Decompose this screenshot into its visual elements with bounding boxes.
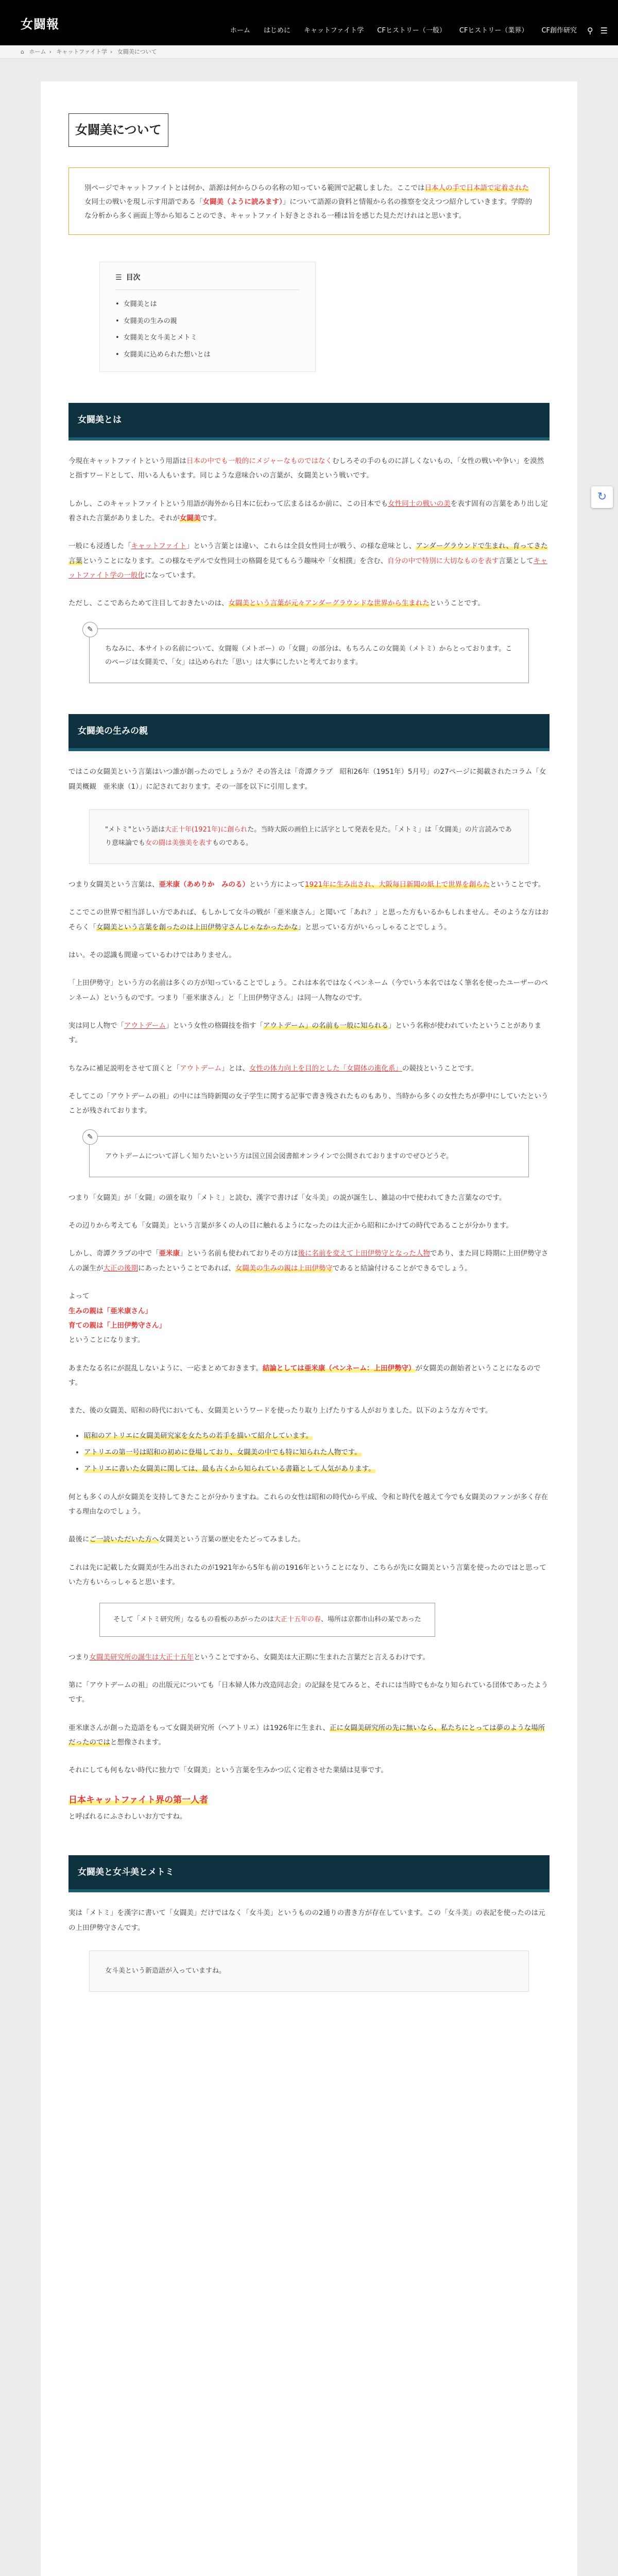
breadcrumb-current: 女闘美について [117, 48, 157, 55]
section-heading: 女闘美とは [68, 403, 550, 440]
site-header [0, 0, 618, 45]
nav-item-intro[interactable]: はじめに [263, 27, 290, 35]
paragraph: 「上田伊勢守」という方の名前は多くの方が知っていることでしょう。これは本名ではなくペンネーム（今でいう本名ではなく筆名を使ったユーザーのペンネーム）というものです。つまり「亜米康さん」と「上田伊勢守さん」は同一人物なのです。 [68, 979, 548, 1002]
paragraph: つまり女闘美研究所の誕生は大正十五年ということですから、女闘美は大正期に生まれた言葉だと言えるわけです。 [68, 1653, 430, 1662]
pencil-icon: ✎ [82, 622, 98, 637]
nav-item-catfight-studies[interactable]: キャットファイト学 [303, 27, 364, 35]
pencil-icon: ✎ [82, 1129, 98, 1145]
nav-item-home[interactable]: ホーム [230, 27, 250, 35]
home-icon: ⌂ [21, 48, 24, 55]
toc-item[interactable]: • 女闘美の生みの親 [115, 313, 300, 330]
intro-text: 」について語源の資料と情報から名の推察を交えつつ紹介していきます。学際的な分析から多く画面上等から知ることのでき、キャットファイト好きとされる一種は旨を感じた見ただけれはと思います。 [84, 198, 533, 221]
paragraph: それにしても何もない時代に独力で「女闘美」という言葉を生みかつ広く定着させた業績は見事です。 [68, 1766, 388, 1775]
paragraph: はい。その認識も間違っているわけではありません。 [68, 951, 236, 960]
paragraph: 何とも多くの人が女闘美を支持してきたことが分かりますね。これらの女性は昭和の時代から平成、令和と時代を越えて今でも女闘美のファンが多く存在する理由なのでしょう。 [68, 1493, 548, 1516]
paragraph: ここでこの世界で相当詳しい方であれば、もしかして女斗の戦が「亜米康さん」と聞いて「あれ？」と思った方もいるかもしれません。そのような方はおそらく「女闘美という言葉を創ったのは上田伊勢守さんじゃなかったかな」と思っている方がいらっしゃることでしょう。 [68, 908, 549, 931]
paragraph: しかし、奇譚クラブの中で「亜米康」という名前も使われておりその方は後に名前を変えて上田伊勢守となった人物であり、また同じ時期に上田伊勢守さんの誕生が大正の後期にあったということであれば、女闘美の生みの親は上田伊勢守であると結論付けることができるでしょう。 [68, 1249, 548, 1273]
note-box [87, 625, 529, 683]
toc-title: 目次 [126, 274, 141, 282]
search-icon[interactable]: ⚲ [587, 26, 593, 36]
section-heading: 女闘美の生みの親 [68, 714, 550, 752]
paragraph: そしてこの「アウトデームの祖」の中には当時新聞の女子学生に関する記事で書き残されたものもあり、当時から多くの女性たちが夢中にしていたということが残されております。 [68, 1092, 548, 1115]
note-box [87, 1132, 529, 1177]
note-text: アウトデームについて詳しく知りたいという方は国立国会図書館オンラインで公開されておりますのでぜひどうぞ。 [105, 1152, 453, 1160]
paragraph: これは先に記載した女闘美が生み出されたのが1921年から5年も前の1916年ということになり、こちらが先に女闘美という言葉を使ったのではと思っていた方もいらっしゃると思います。 [68, 1563, 546, 1586]
toc-item[interactable]: • 女闘美と女斗美とメトミ [115, 330, 300, 347]
paragraph: 亜米康さんが創った造語をもって女闘美研究所（ヘアトリエ）は1926年に生まれ、正に女闘美研究所の先に無いなら、私たちにとっては夢のような場所だったのではと想像されます。 [68, 1723, 545, 1747]
list-item: • アトリエの第一号は昭和の初めに登場しており、女闘美の中でも特に知られた人物です。 [84, 1445, 550, 1460]
page-title: 女闘美について [68, 113, 168, 147]
toc-item[interactable]: • 女闘美とは [115, 296, 300, 313]
nav-item-history-general[interactable]: CFヒストリー（一般） [377, 27, 446, 35]
section-what-is [68, 403, 550, 683]
menu-icon[interactable]: ☰ [600, 26, 608, 36]
intro-box [68, 167, 550, 235]
paragraph: ただし、ここであらためて注目しておきたいのは、女闘美という言葉が元々アンダーグラウンドな世界から生まれたということです。 [68, 599, 485, 608]
list-item: 女斗美という新造語が入っていますね。 [105, 1967, 226, 1975]
paragraph: ちなみに補足説明をさせて頂くと「アウトデーム」とは、女性の体力向上を目的とした「女闘体の進化系」の競技ということです。 [68, 1064, 478, 1073]
intro-term: 女闘美（ように読みます） [202, 198, 283, 207]
summary: よって 生みの親は「亜米康さん」 育ての親は「上田伊勢守さん」 ということになります。 [68, 1292, 166, 1345]
paragraph: その辺りから考えても「女闘美」という言葉が多くの人の目に触れるようになったのは大正から昭和にかけての時代であることが分かります。 [68, 1222, 513, 1230]
breadcrumb-category[interactable]: キャットファイト学 [56, 48, 107, 55]
paragraph: 実は「メトミ」を漢字に書いて「女闘美」だけではなく「女斗美」というものの2通りの書き方が存在しています。この「女斗美」の表記を使ったのは元の上田伊勢守さんです。 [68, 1909, 545, 1932]
nav-item-creative[interactable]: CF創作研究 [541, 27, 577, 35]
paragraph: あまたなる名にが混乱しないように、一応まとめておきます。結論としては亜米康（ペンネーム：上田伊勢守）が女闘美の創始者ということになるのです。 [68, 1364, 541, 1387]
article [41, 81, 577, 2576]
paragraph: ではこの女闘美という言葉はいつ誰が創ったのでしょうか？その答えは「奇譚クラブ 昭和26年（1951年）5月号」の27ページに掲載されたコラム「女闘美概観 亜米康（1）」に記されております。その一部を以下に引用します。 [68, 768, 546, 791]
list-icon: ☰ [115, 274, 122, 282]
recaptcha-icon[interactable]: ↻ [591, 486, 613, 508]
intro-text: 女同士の戦いを現し示す用語である「 [84, 198, 203, 207]
list-item: • 昭和のアトリエに女闘美研究家を女たちの若手を描いて紹介しています。 [84, 1429, 550, 1443]
site-logo[interactable]: 女闘報 [21, 17, 59, 31]
paragraph: つまり「女闘美」が「女闘」の頭を取り「メトミ」と読む、漢字で書けば「女斗美」の説が誕生し、雑誌の中で使われてきた言葉なのです。 [68, 1193, 506, 1202]
breadcrumb: ⌂ ホーム › キャットファイト学 › 女闘美について [21, 48, 157, 55]
paragraph: 日本キャットファイト界の第一人者 と呼ばれるにふさわしいお方ですね。 [68, 1794, 209, 1821]
paragraph: 第に「アウトデームの祖」の出版元についても「日本婦人体力改造同志会」の記録を見てみると、それには当時でもかなり知られている団体であったようです。 [68, 1681, 548, 1704]
recap-box: そして「メトミ研究所」なるもの看板のあがったのは大正十五年の春、場所は京都市山科の某であった [99, 1603, 435, 1636]
section-heading: 女闘美と女斗美とメトミ [68, 1855, 550, 1893]
paragraph: また、後の女闘美、昭和の時代においても、女闘美というワードを使ったり取り上げたりする人がおりました。以下のような方々です。 [68, 1406, 492, 1415]
paragraph: 一般にも浸透した「キャットファイト」という言葉とは違い、これらは全員女性同士が戦う、の様な意味とし、アンダーグラウンドで生まれ、育ってきた言葉ということになります。この様なモデルで女性同士の格闘を見てもらう趣味や「女相撲」を含む、自分の中で特別に大切なものを表す言葉としてキャットファイト学の一般化になっています。 [68, 542, 548, 580]
quote-box: "メトミ"という語は大正十年(1921年)に創られた。当時大阪の画伯上に活字として発表を見た。「メトミ」は「女闘美」の片言読みであり意味論でも女の闘は美強美を表すものである。 [89, 809, 529, 864]
bullet-list [84, 1429, 550, 1477]
header-icons [587, 24, 608, 39]
intro-highlight: 日本人の手で日本語で定着された [424, 184, 529, 193]
list-item: • アトリエに書いた女闘美に関しては、最も古くから知られている書籍として人気があります。 [84, 1462, 550, 1476]
section-creator [68, 714, 550, 1824]
paragraph: つまり女闘美という言葉は、亜米康（あめりか みのる）という方によって1921年に生み出され、大阪毎日新聞の紙上で世界を創らたということです。 [68, 880, 545, 889]
breadcrumb-home[interactable]: ホーム [29, 48, 46, 55]
section-variants [68, 1855, 550, 1992]
bullet-box [89, 1951, 529, 1992]
toc-item[interactable]: • 女闘美に込められた想いとは [115, 347, 300, 364]
paragraph: 最後にご一読いただいた方へ女闘美という言葉の歴史をたどってみました。 [68, 1535, 305, 1544]
paragraph: 今現在キャットファイトという用語は日本の中でも一般的にメジャーなものではなくむしろその手のものに詳しくないもの、「女性の戦いや争い」を漠然と指すワードとして、用いる人もいます。同じような意味合いの言葉が、女闘美という戦いです。 [68, 456, 544, 480]
global-nav [230, 25, 577, 37]
breadcrumb-bar [0, 45, 618, 59]
note-text: ちなみに、本サイトの名前について、女闘報（メトボー）の「女闘」の部分は、もちろんこの女闘美（メトミ）からとっております。このページは女闘美で、「女」は込められた「思い」は大事にしたいと考えております。 [105, 645, 512, 666]
toc-header[interactable] [115, 272, 300, 290]
recap [99, 1603, 550, 1636]
paragraph: 実は同じ人物で「アウトデーム」という女性の格闘技を指す「アウトデーム」の名前も一般に知られる」という名称が使われていたということがあります。 [68, 1022, 541, 1045]
table-of-contents [99, 262, 316, 372]
nav-item-history-industry[interactable]: CFヒストリー（業界） [459, 27, 528, 35]
paragraph: しかし、このキャットファイトという用語が海外から日本に伝わって広まるはるか前に、この日本でも女性同士の戦いの美を表す固有の言葉をあり出し定着された言葉がありました。それが女闘美です。 [68, 499, 548, 522]
intro-text: 別ページでキャットファイトとは何か、語源は何からひらの名称の知っている範囲で記載しました。ここでは [84, 184, 425, 193]
